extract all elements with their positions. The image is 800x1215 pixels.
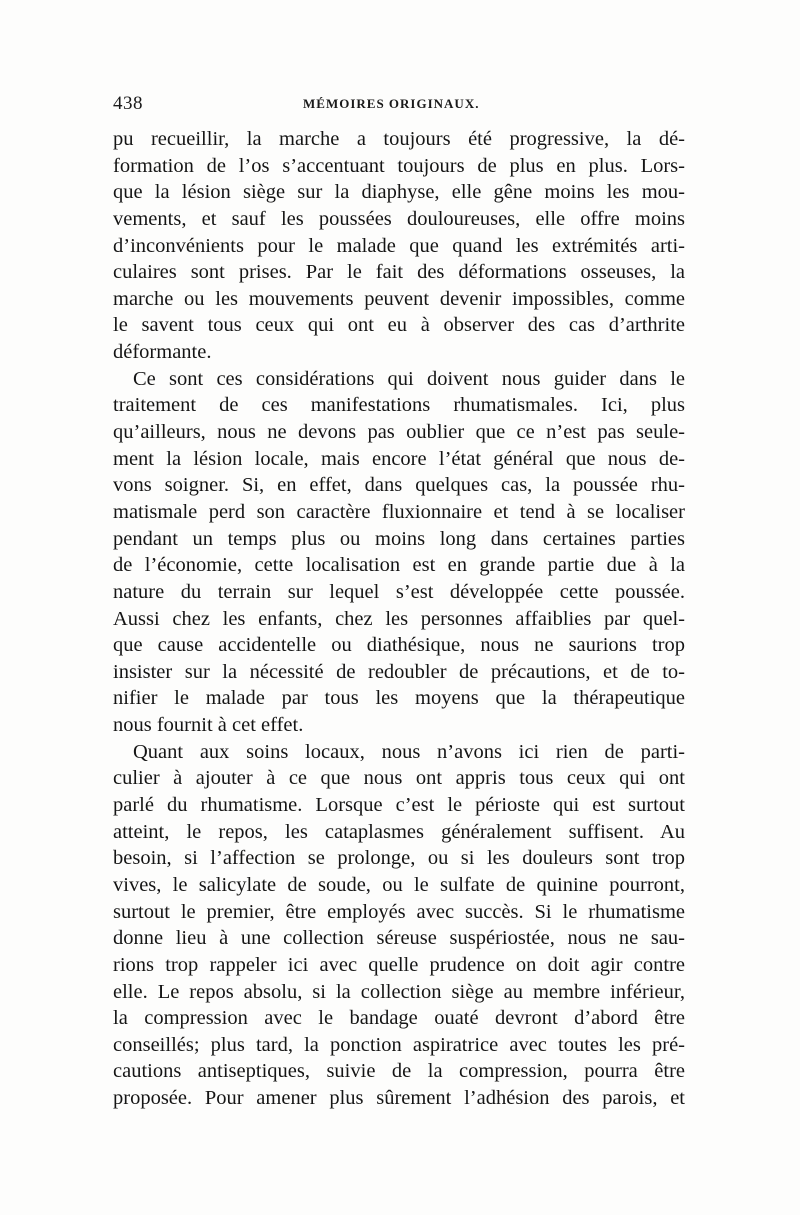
text-line: Quant aux soins locaux, nous n’avons ici rien de parti- xyxy=(133,740,685,763)
text-line: rions trop rappeler ici avec quelle prudence on doit agir contre xyxy=(113,953,685,976)
text-line: d’inconvénients pour le malade que quand les extrémités arti- xyxy=(113,234,685,257)
text-line: Ce sont ces considérations qui doivent nous guider dans le xyxy=(133,367,685,390)
body-text xyxy=(113,126,685,1112)
text-line: nature du terrain sur lequel s’est développée cette poussée. xyxy=(113,580,685,603)
text-line: nous fournit à cet effet. xyxy=(113,714,304,737)
text-line: conseillés; plus tard, la ponction aspiratrice avec toutes les pré- xyxy=(113,1033,685,1056)
text-line: proposée. Pour amener plus sûrement l’adhésion des parois, et xyxy=(113,1087,685,1110)
text-line: culaires sont prises. Par le fait des déformations osseuses, la xyxy=(113,261,685,284)
text-line: ment la lésion locale, mais encore l’état général que nous de- xyxy=(113,447,685,470)
text-line: déformante. xyxy=(113,341,212,364)
text-line: vons soigner. Si, en effet, dans quelques cas, la poussée rhu- xyxy=(113,474,685,497)
text-line: culier à ajouter à ce que nous ont appris tous ceux qui ont xyxy=(113,767,685,790)
text-line: le savent tous ceux qui ont eu à observer des cas d’arthrite xyxy=(113,314,685,337)
text-line: elle. Le repos absolu, si la collection siège au membre inférieur, xyxy=(113,980,685,1003)
text-line: parlé du rhumatisme. Lorsque c’est le périoste qui est surtout xyxy=(113,794,685,817)
text-line: insister sur la nécessité de redoubler de précautions, et de to- xyxy=(113,660,685,683)
text-line: atteint, le repos, les cataplasmes généralement suffisent. Au xyxy=(113,820,685,843)
page-number: 438 xyxy=(113,93,143,114)
text-line: matismale perd son caractère fluxionnaire et tend à se localiser xyxy=(113,500,685,523)
text-line: la compression avec le bandage ouaté devront d’abord être xyxy=(113,1007,685,1030)
text-line: pendant un temps plus ou moins long dans certaines parties xyxy=(113,527,685,550)
text-line: de l’économie, cette localisation est en grande partie due à la xyxy=(113,554,685,577)
text-line: marche ou les mouvements peuvent devenir impossibles, comme xyxy=(113,287,685,310)
text-line: besoin, si l’affection se prolonge, ou si les douleurs sont trop xyxy=(113,847,685,870)
text-line: Aussi chez les enfants, chez les personnes affaiblies par quel- xyxy=(113,607,685,630)
text-line: traitement de ces manifestations rhumatismales. Ici, plus xyxy=(113,394,685,417)
text-line: surtout le premier, être employés avec succès. Si le rhumatisme xyxy=(113,900,685,923)
page-header xyxy=(113,93,685,117)
text-line: formation de l’os s’accentuant toujours de plus en plus. Lors- xyxy=(113,154,685,177)
text-line: donne lieu à une collection séreuse suspériostée, nous ne sau- xyxy=(113,927,685,950)
text-line: que cause accidentelle ou diathésique, nous ne saurions trop xyxy=(113,634,685,657)
text-line: cautions antiseptiques, suivie de la compression, pourra être xyxy=(113,1060,685,1083)
running-head: MÉMOIRES ORIGINAUX. xyxy=(303,96,480,111)
text-line: vives, le salicylate de soude, ou le sulfate de quinine pourront, xyxy=(113,873,685,896)
text-line: vements, et sauf les poussées douloureuses, elle offre moins xyxy=(113,207,685,230)
text-line: pu recueillir, la marche a toujours été progressive, la dé- xyxy=(113,128,685,150)
text-line: que la lésion siège sur la diaphyse, elle gêne moins les mou- xyxy=(113,181,685,204)
text-line: nifier le malade par tous les moyens que la thérapeutique xyxy=(113,687,685,710)
text-line: qu’ailleurs, nous ne devons pas oublier que ce n’est pas seule- xyxy=(113,421,685,444)
